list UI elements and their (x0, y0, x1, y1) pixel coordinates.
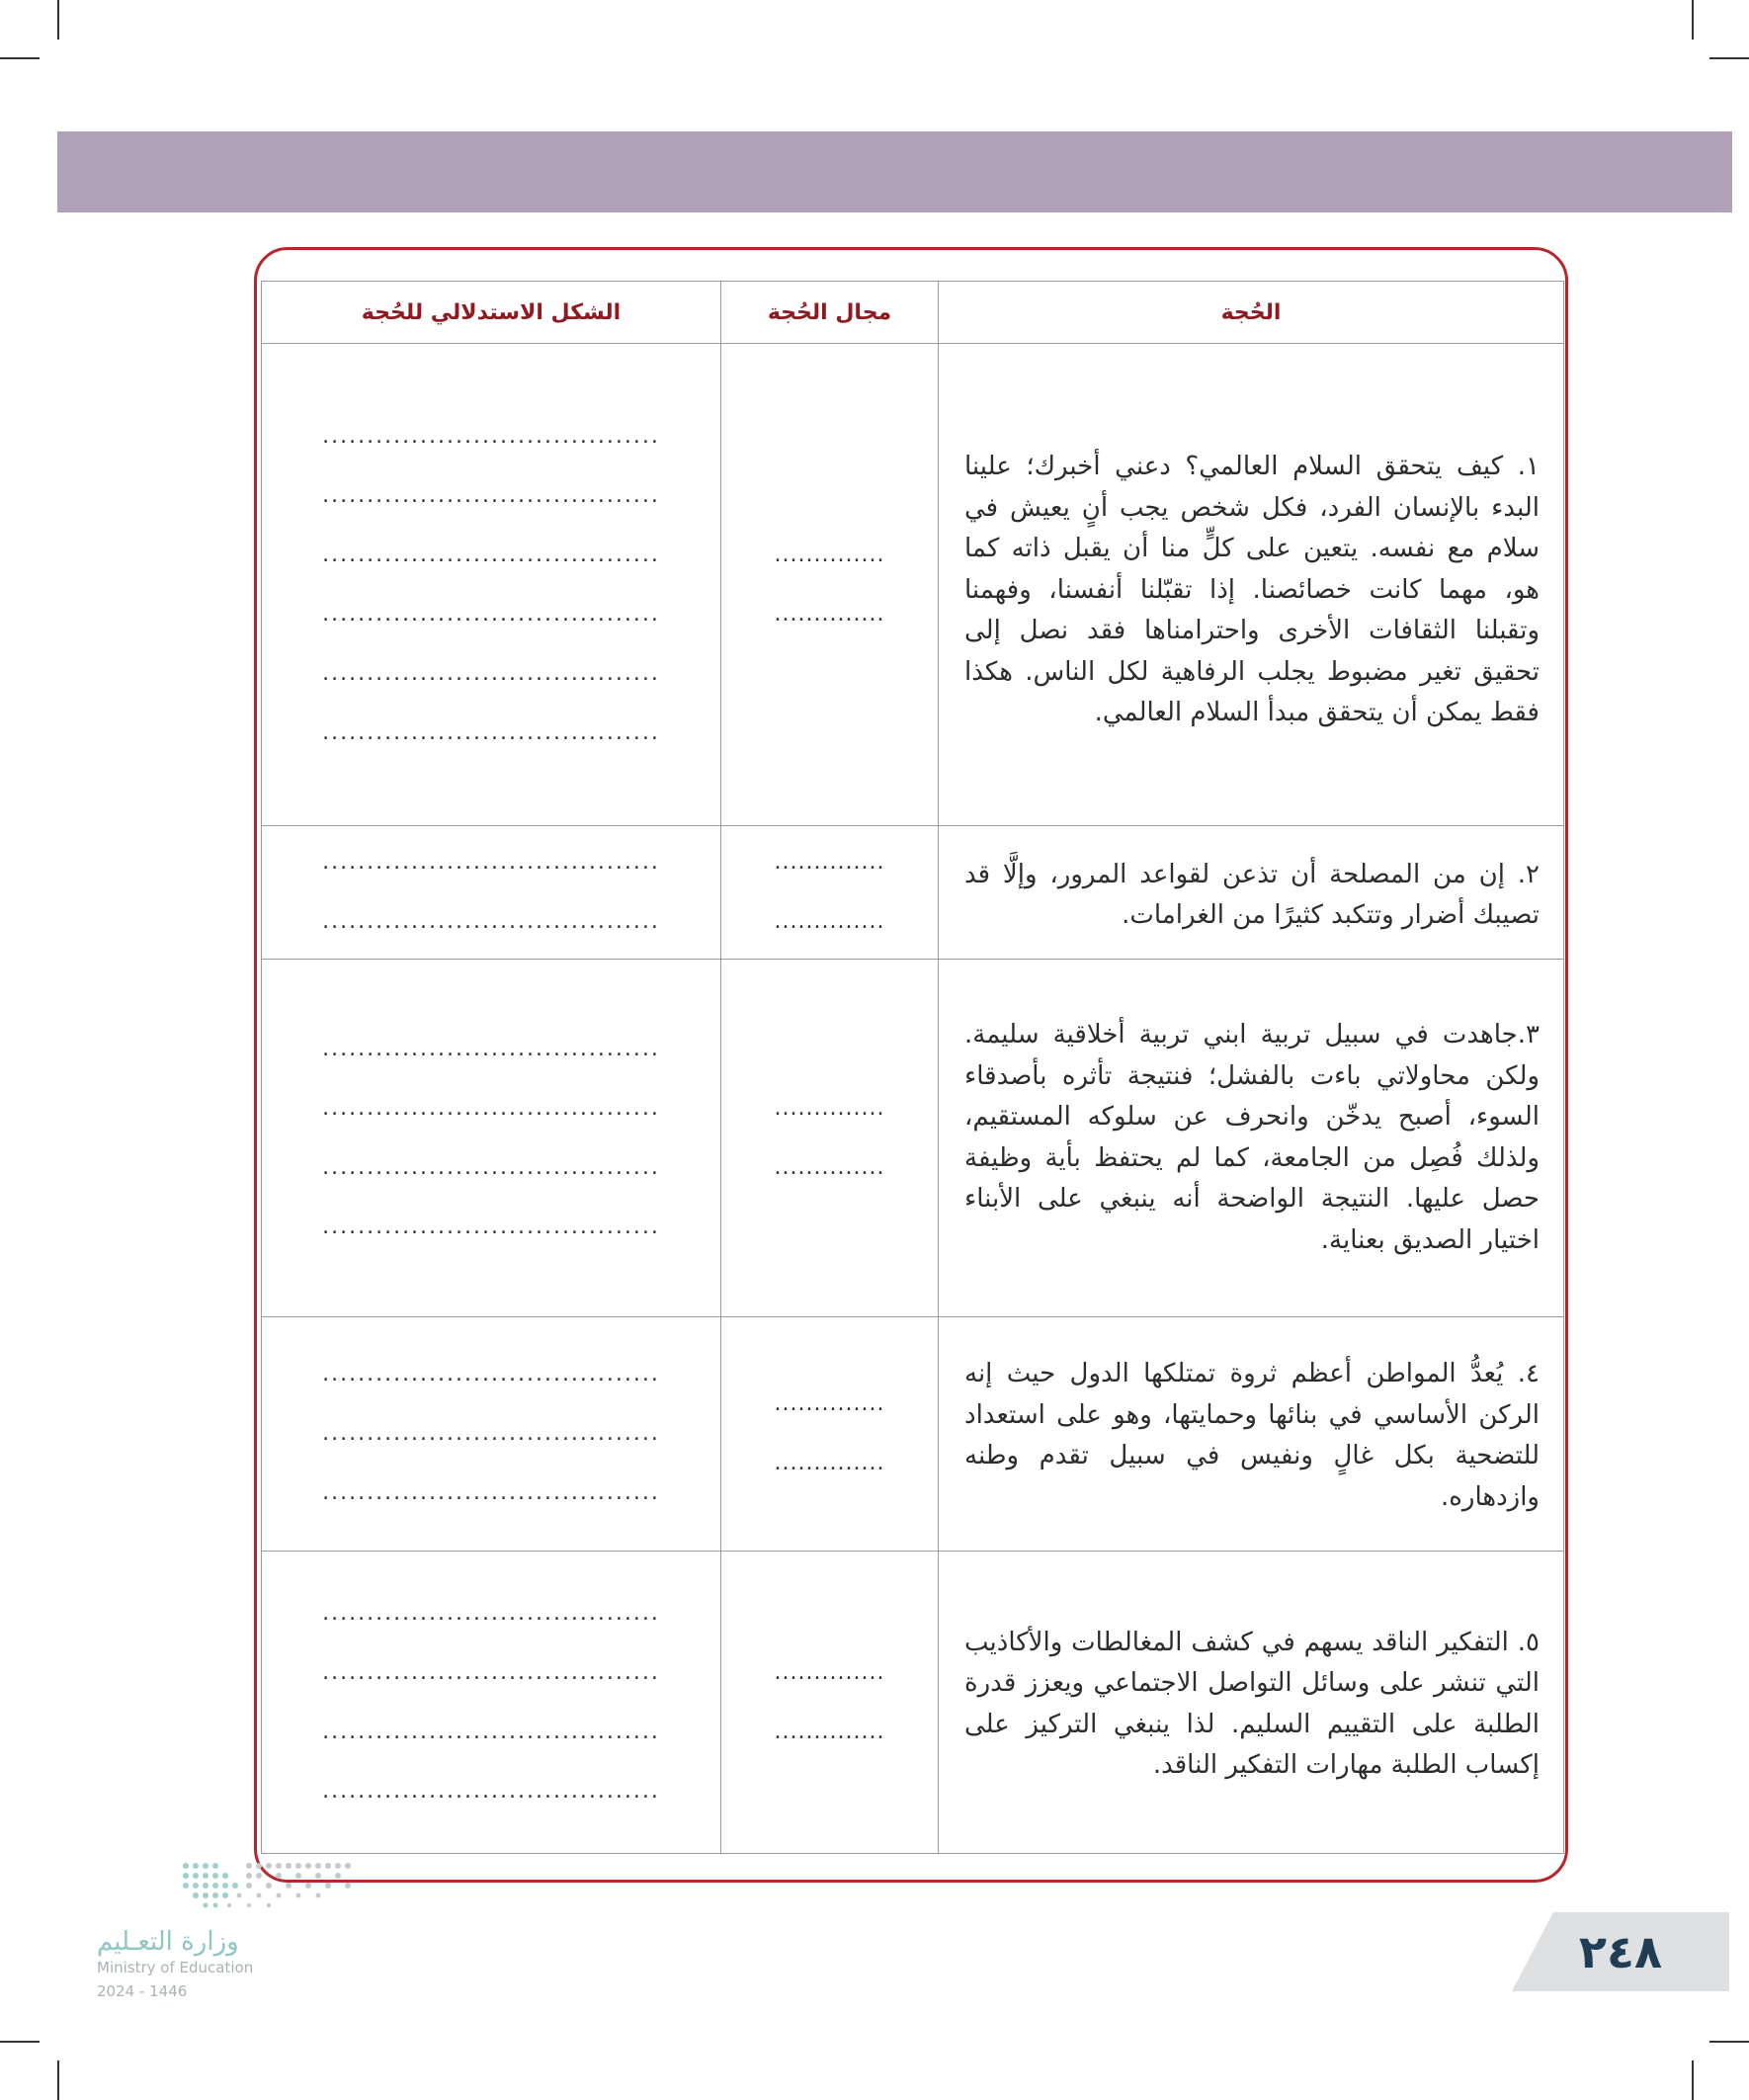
edition-year: 2024 - 1446 (97, 1982, 188, 2000)
form-blank[interactable]: ...................................... (322, 482, 660, 508)
crop-mark (0, 57, 40, 59)
form-cell[interactable] (262, 1317, 721, 1552)
argument-text: ٤. يُعدُّ المواطن أعظم ثروة تمتلكها الدول حيث إنه الركن الأساسي في بنائها وحمايتها، وهو على استعداد للتضحية بكل غالٍ ونفيس في سبيل تقدم وطنه وازدهاره. (939, 1317, 1564, 1552)
domain-blank[interactable]: .............. (774, 1095, 885, 1121)
domain-blank[interactable]: .............. (774, 1154, 885, 1180)
domain-blank[interactable]: .............. (774, 1391, 885, 1416)
form-blank[interactable]: ...................................... (322, 719, 660, 745)
form-blank[interactable]: ...................................... (322, 542, 660, 567)
form-blank[interactable]: ...................................... (322, 1480, 660, 1505)
ministry-branding (97, 1927, 294, 2000)
form-blank[interactable]: ...................................... (322, 1214, 660, 1239)
argument-text: ٣.جاهدت في سبيل تربية ابني تربية أخلاقية سليمة. ولكن محاولاتي باءت بالفشل؛ فنتيجة تأثره بأصدقاء السوء، أصبح يدخّن وانحرف عن سلوكه المستقيم، ولذلك فُصِل من الجامعة، كما لم يحتفظ بأية وظيفة حصل عليها. النتيجة الواضحة أنه ينبغي على الأبناء اختيار الصديق بعناية. (939, 960, 1564, 1317)
argument-text: ١. كيف يتحقق السلام العالمي؟ دعني أخبرك؛ علينا البدء بالإنسان الفرد، فكل شخص يجب أنٍ يعيش في سلام مع نفسه. يتعين على كلٍّ منا أن يقبل ذاته كما هو، مهما كانت خصائصنا. إذا تقبّلنا أنفسنا، وفهمنا وتقبلنا الثقافات الأخرى واحترامناها فقد نصل إلى تحقيق تغير مضبوط يجلب الرفاهية لكل الناس. هكذا فقط يمكن أن يتحقق مبدأ السلام العالمي. (939, 344, 1564, 826)
domain-blank[interactable]: .............. (774, 1659, 885, 1685)
crop-mark (1692, 0, 1694, 40)
page-number: ٢٤٨ (1578, 1925, 1663, 1978)
form-blank[interactable]: ...................................... (322, 1778, 660, 1804)
domain-blank[interactable]: .............. (774, 1451, 885, 1475)
header-argument: الحُجة (939, 282, 1564, 344)
form-cell[interactable] (262, 344, 721, 826)
arguments-table (261, 281, 1564, 1854)
domain-blank[interactable]: .............. (774, 601, 885, 627)
form-blank[interactable]: ...................................... (322, 850, 660, 875)
form-blank[interactable]: ...................................... (322, 1421, 660, 1446)
domain-blank[interactable]: .............. (774, 542, 885, 567)
argument-text: ٥. التفكير الناقد يسهم في كشف المغالطات والأكاذيب التي تنشر على وسائل التواصل الاجتماعي ويعزز قدرة الطلبة على التقييم السليم. لذا ينبغي التركيز على إكساب الطلبة مهارات التفكير الناقد. (939, 1552, 1564, 1854)
domain-blank[interactable]: .............. (774, 850, 885, 875)
table-row (262, 1552, 1564, 1854)
form-blank[interactable]: ...................................... (322, 1095, 660, 1121)
table-row (262, 826, 1564, 960)
form-blank[interactable]: ...................................... (322, 1600, 660, 1626)
crop-mark (1692, 2060, 1694, 2100)
form-blank[interactable]: ...................................... (322, 1362, 660, 1386)
form-cell[interactable] (262, 960, 721, 1317)
form-cell[interactable] (262, 1552, 721, 1854)
form-blank[interactable]: ...................................... (322, 1154, 660, 1180)
domain-cell[interactable] (721, 1317, 939, 1552)
header-form: الشكل الاستدلالي للحُجة (262, 282, 721, 344)
form-blank[interactable]: ...................................... (322, 423, 660, 449)
crop-mark (57, 2060, 59, 2100)
header-band (57, 131, 1732, 212)
domain-cell[interactable] (721, 826, 939, 960)
domain-blank[interactable]: .............. (774, 909, 885, 934)
form-blank[interactable]: ...................................... (322, 601, 660, 627)
domain-blank[interactable]: .............. (774, 1719, 885, 1744)
table-row (262, 1317, 1564, 1552)
ministry-logo-icon (178, 1858, 356, 1911)
argument-text: ٢. إن من المصلحة أن تذعن لقواعد المرور، وإلَّا قد تصيبك أضرار وتتكبد كثيرًا من الغرامات. (939, 826, 1564, 960)
form-blank[interactable]: ...................................... (322, 660, 660, 686)
crop-mark (0, 2041, 40, 2043)
crop-mark (57, 0, 59, 40)
domain-cell[interactable] (721, 1552, 939, 1854)
header-domain: مجال الحُجة (721, 282, 939, 344)
crop-mark (1709, 57, 1749, 59)
table-header-row (262, 282, 1564, 344)
domain-cell[interactable] (721, 344, 939, 826)
table-row (262, 344, 1564, 826)
form-cell[interactable] (262, 826, 721, 960)
table-row (262, 960, 1564, 1317)
form-blank[interactable]: ...................................... (322, 909, 660, 934)
domain-cell[interactable] (721, 960, 939, 1317)
ministry-name-ar: وزارة التعـليم (97, 1927, 239, 1957)
form-blank[interactable]: ...................................... (322, 1719, 660, 1744)
crop-mark (1709, 2041, 1749, 2043)
form-blank[interactable]: ...................................... (322, 1659, 660, 1685)
form-blank[interactable]: ...................................... (322, 1036, 660, 1061)
ministry-name-en: Ministry of Education (97, 1959, 254, 1976)
